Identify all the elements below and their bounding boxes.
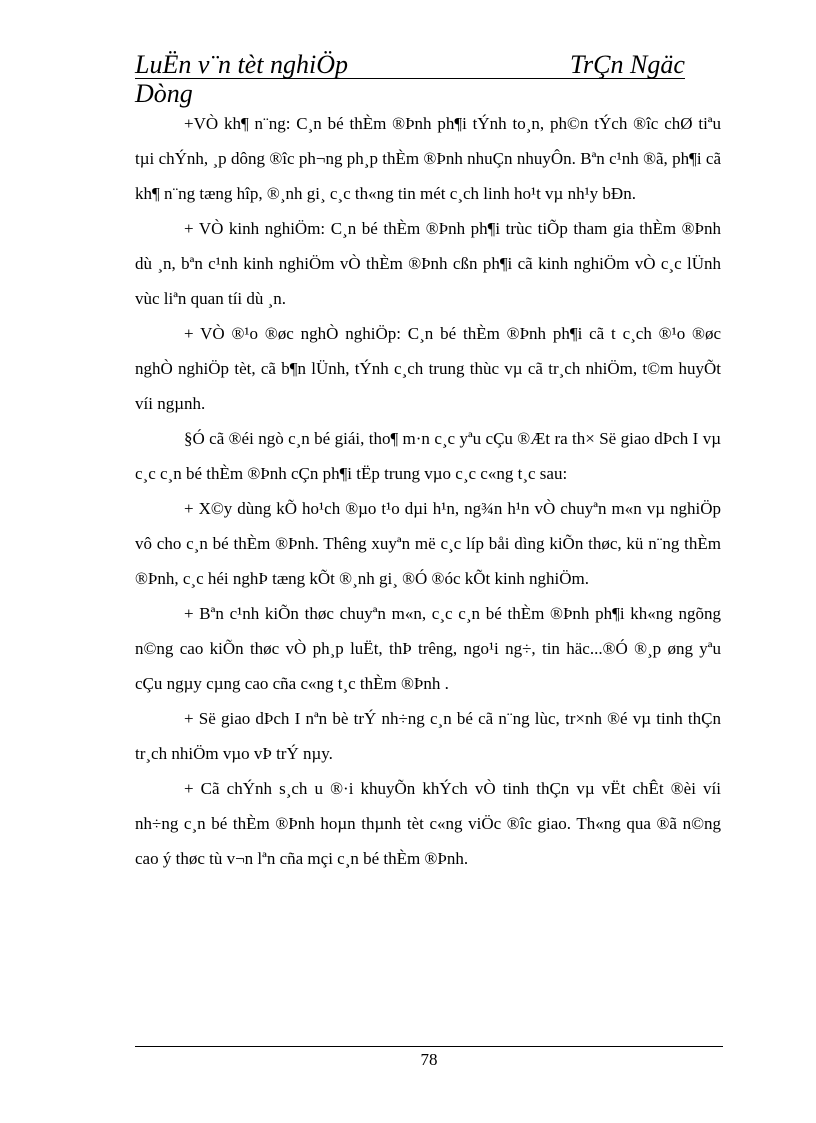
paragraph-incentives: + Cã chÝnh s¸ch u ®·i khuyÕn khÝch vÒ tinh thÇn vµ vËt chÊt ®èi víi nh÷ng c¸n bé thÈm ®Þnh hoµn thµnh tèt c«ng viÖc ®îc giao. Th«ng qua ®ã n©ng cao ý thøc tù v¬n lªn cña mçi c¸n bé thÈm ®Þnh. [135,779,721,868]
paragraph-staffing: + Së giao dÞch I nªn bè trÝ nh÷ng c¸n bé cã n¨ng lùc, tr×nh ®é vµ tinh thÇn tr¸ch nhiÖm vµo vÞ trÝ nµy. [135,709,721,763]
paragraph-ethics: + VÒ ®¹o ®øc nghÒ nghiÖp: C¸n bé thÈm ®Þnh ph¶i cã t c¸ch ®¹o ®øc nghÒ nghiÖp tèt, cã b¶n lÜnh, tÝnh c¸ch trung thùc vµ cã tr¸ch nhiÖm, t©m huyÕt víi ngµnh. [135,324,721,413]
header-rule [135,78,685,79]
paragraph-training-plan: + X©y dùng kÕ ho¹ch ®µo t¹o dµi h¹n, ng¾n h¹n vÒ chuyªn m«n vµ nghiÖp vô cho c¸n bé thÈm ®Þnh. Thêng xuyªn më c¸c líp båi dìng kiÕn thøc, kü n¨ng thÈm ®Þnh, c¸c héi nghÞ tæng kÕt ®¸nh gi¸ ®Ó ®óc kÕt kinh nghiÖm. [135,499,721,588]
body-text [135,106,721,876]
paragraph-knowledge: + Bªn c¹nh kiÕn thøc chuyªn m«n, c¸c c¸n bé thÈm ®Þnh ph¶i kh«ng ngõng n©ng cao kiÕn thøc vÒ ph¸p luËt, thÞ trêng, ngo¹i ng÷, tin häc...®Ó ®¸p øng yªu cÇu ngµy cµng cao cña c«ng t¸c thÈm ®Þnh . [135,604,721,693]
footer-rule [135,1046,723,1047]
paragraph-requirements: §Ó cã ®éi ngò c¸n bé giái, tho¶ m·n c¸c yªu cÇu ®Æt ra th× Së giao dÞch I vµ c¸c c¸n bé thÈm ®Þnh cÇn ph¶i tËp trung vµo c¸c c«ng t¸c sau: [135,429,721,483]
paragraph-ability: +VÒ kh¶ n¨ng: C¸n bé thÈm ®Þnh ph¶i tÝnh to¸n, ph©n tÝch ®îc chØ tiªu tµi chÝnh, ¸p dông ®îc ph¬ng ph¸p thÈm ®Þnh nhuÇn nhuyÔn. Bªn c¹nh ®ã, ph¶i cã kh¶ n¨ng tæng hîp, ®¸nh gi¸ c¸c th«ng tin mét c¸ch linh ho¹t vµ nh¹y bÐn. [135,114,721,203]
paragraph-experience: + VÒ kinh nghiÖm: C¸n bé thÈm ®Þnh ph¶i trùc tiÕp tham gia thÈm ®Þnh dù ¸n, bªn c¹nh kinh nghiÖm vÒ thÈm ®Þnh cßn ph¶i cã kinh nghiÖm vÒ c¸c lÜnh vùc liªn quan tíi dù ¸n. [135,219,721,308]
page-number: 78 [420,1050,438,1069]
header-author-name: TrÇn Ngäc [570,50,685,79]
header-author-name-continued: Dòng [135,79,193,108]
page-header [135,50,685,110]
header-thesis-title: LuËn v¨n tèt nghiÖp [135,50,349,79]
